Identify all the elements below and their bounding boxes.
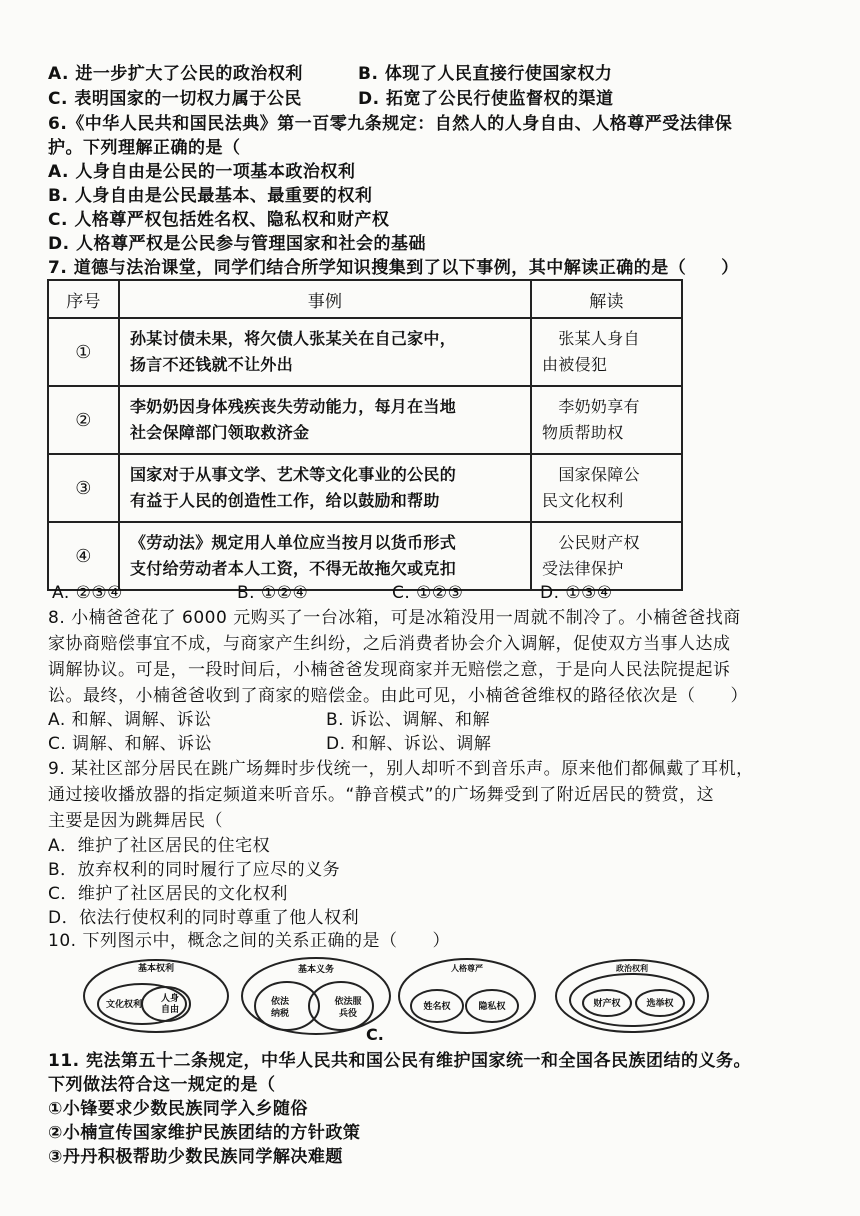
exp-line: 张某人身自: [558, 329, 640, 348]
table-row: [48, 386, 682, 454]
q8-option-b[interactable]: B. 诉讼、调解、和解: [326, 710, 490, 730]
table-header-row: [48, 280, 682, 318]
q6-option-d[interactable]: D. 人格尊严权是公民参与管理国家和社会的基础: [48, 234, 426, 254]
q6-option-c[interactable]: C. 人格尊严权包括姓名权、隐私权和财产权: [48, 210, 390, 230]
q9-stem-line3: 主要是因为跳舞居民（: [48, 811, 223, 831]
row-explanation: [531, 386, 682, 454]
row-case: [119, 386, 531, 454]
q5-option-b[interactable]: B. 体现了人民直接行使国家权力: [358, 64, 613, 84]
table-row: [48, 522, 682, 590]
q5-option-d[interactable]: D. 拓宽了公民行使监督权的渠道: [358, 89, 614, 109]
exp-line: 受法律保护: [542, 559, 624, 578]
diagram3-inner-label-2: 隐私权: [478, 1002, 506, 1012]
exp-line: 公民财产权: [558, 533, 640, 552]
diagram4-inner-label-2: 选举权: [646, 999, 674, 1009]
diagram2-inner-label-1a: 依法: [270, 997, 290, 1007]
row-explanation: [531, 522, 682, 590]
row-number: ③: [48, 454, 119, 522]
header-case: 事例: [119, 280, 531, 318]
q10-diagrams: [80, 952, 840, 1042]
diagram2-outer-label: 基本义务: [297, 965, 335, 975]
row-explanation: [531, 318, 682, 386]
diagram2-inner-label-2a: 依法服: [334, 997, 362, 1007]
q11-option-3[interactable]: ③丹丹积极帮助少数民族同学解决难题: [48, 1147, 343, 1167]
row-case: [119, 318, 531, 386]
row-explanation: [531, 454, 682, 522]
q7-stem: 7. 道德与法治课堂，同学们结合所学知识搜集到了以下事例，其中解读正确的是（ ）: [48, 258, 739, 278]
diagram4-outer-label: 政治权利: [616, 964, 648, 973]
row-case: [119, 522, 531, 590]
q6-option-a[interactable]: A. 人身自由是公民的一项基本政治权利: [48, 162, 356, 182]
q6-option-b[interactable]: B. 人身自由是公民最基本、最重要的权利: [48, 186, 373, 206]
header-explanation: 解读: [531, 280, 682, 318]
case-line: 有益于人民的创造性工作，给以鼓励和帮助: [130, 491, 440, 510]
q10-stem: 10. 下列图示中，概念之间的关系正确的是（ ）: [48, 931, 450, 951]
q5-option-c[interactable]: C. 表明国家的一切权力属于公民: [48, 89, 302, 109]
q7-option-b[interactable]: B. ①②④: [237, 583, 309, 603]
diagram3-inner-label-1: 姓名权: [423, 1002, 451, 1012]
diagram1-inner-label-1: 文化权利: [105, 1000, 143, 1010]
row-case: [119, 454, 531, 522]
q7-case-table: [47, 279, 683, 591]
q6-stem-line1: 6.《中华人民共和国民法典》第一百零九条规定：自然人的人身自由、人格尊严受法律保: [48, 114, 733, 134]
q6-stem-line2: 护。下列理解正确的是（: [48, 138, 241, 158]
exp-line: 李奶奶享有: [558, 397, 640, 416]
diagram1-inner-label-2a: 人身: [160, 994, 180, 1004]
q9-stem-line1: 9. 某社区部分居民在跳广场舞时步伐统一，别人却听不到音乐声。原来他们都佩戴了耳机，: [48, 759, 754, 779]
q8-stem-line1: 8. 小楠爸爸花了 6000 元购买了一台冰箱，可是冰箱没用一周就不制冷了。小楠爸爸找商: [48, 608, 741, 628]
case-line: 社会保障部门领取救济金: [130, 423, 310, 442]
diagram4-middle-ellipse: [570, 974, 694, 1026]
exp-line: 物质帮助权: [542, 423, 624, 442]
q9-option-b[interactable]: B．放弃权利的同时履行了应尽的义务: [48, 860, 341, 880]
q8-stem-line4: 讼。最终，小楠爸爸收到了商家的赔偿金。由此可见，小楠爸爸维权的路径依次是（ ）: [48, 686, 748, 706]
case-line: 李奶奶因身体残疾丧失劳动能力，每月在当地: [130, 397, 457, 416]
exp-line: 民文化权利: [542, 491, 624, 510]
concept-diagrams-svg: [80, 952, 840, 1042]
q5-option-a[interactable]: A. 进一步扩大了公民的政治权利: [48, 64, 303, 84]
row-number: ②: [48, 386, 119, 454]
table-row: [48, 318, 682, 386]
q8-stem-line2: 家协商赔偿事宜不成，与商家产生纠纷，之后消费者协会介入调解，促使双方当事人达成: [48, 634, 731, 654]
q11-stem-line1: 11. 宪法第五十二条规定，中华人民共和国公民有维护国家统一和全国各民族团结的义务。: [48, 1051, 752, 1071]
case-line: 扬言不还钱就不让外出: [130, 355, 294, 374]
diagram4-inner-label-1: 财产权: [593, 999, 621, 1009]
q8-option-d[interactable]: D. 和解、诉讼、调解: [326, 734, 492, 754]
q8-option-a[interactable]: A. 和解、调解、诉讼: [48, 710, 212, 730]
exp-line: 由被侵犯: [542, 355, 608, 374]
row-number: ④: [48, 522, 119, 590]
q8-option-c[interactable]: C. 调解、和解、诉讼: [48, 734, 213, 754]
q7-option-d[interactable]: D. ①③④: [540, 583, 613, 603]
q9-option-c[interactable]: C．维护了社区居民的文化权利: [48, 884, 288, 904]
diagram2-inner-label-2b: 兵役: [338, 1009, 358, 1019]
q7-option-c[interactable]: C. ①②③: [392, 583, 464, 603]
case-line: 国家对于从事文学、艺术等文化事业的公民的: [130, 465, 457, 484]
q11-option-1[interactable]: ①小锋要求少数民族同学入乡随俗: [48, 1099, 308, 1119]
table-row: [48, 454, 682, 522]
q8-stem-line3: 调解协议。可是，一段时间后，小楠爸爸发现商家并无赔偿之意，于是向人民法院提起诉: [48, 660, 731, 680]
diagram1-outer-label: 基本权利: [137, 964, 175, 974]
q7-option-a[interactable]: A. ②③④: [52, 583, 123, 603]
case-line: 孙某讨债未果，将欠债人张某关在自己家中，: [130, 329, 457, 348]
header-number: 序号: [48, 280, 119, 318]
diagram1-inner-ellipse-2: [142, 987, 190, 1021]
q9-option-a[interactable]: A．维护了社区居民的住宅权: [48, 836, 271, 856]
row-number: ①: [48, 318, 119, 386]
case-line: 支付给劳动者本人工资，不得无故拖欠或克扣: [130, 559, 457, 578]
diagram1-inner-label-2b: 自由: [160, 1005, 180, 1015]
diagram2-inner-label-1b: 纳税: [270, 1009, 290, 1019]
case-line: 《劳动法》规定用人单位应当按月以货币形式: [130, 533, 457, 552]
diagram-mark-c: C.: [366, 1025, 384, 1042]
q11-stem-line2: 下列做法符合这一规定的是（: [48, 1075, 276, 1095]
q11-option-2[interactable]: ②小楠宣传国家维护民族团结的方针政策: [48, 1123, 361, 1143]
q9-stem-line2: 通过接收播放器的指定频道来听音乐。“静音模式”的广场舞受到了附近居民的赞赏，这: [48, 785, 715, 805]
diagram3-outer-label: 人格尊严: [451, 964, 483, 973]
exp-line: 国家保障公: [558, 465, 640, 484]
q9-option-d[interactable]: D．依法行使权利的同时尊重了他人权利: [48, 908, 360, 928]
